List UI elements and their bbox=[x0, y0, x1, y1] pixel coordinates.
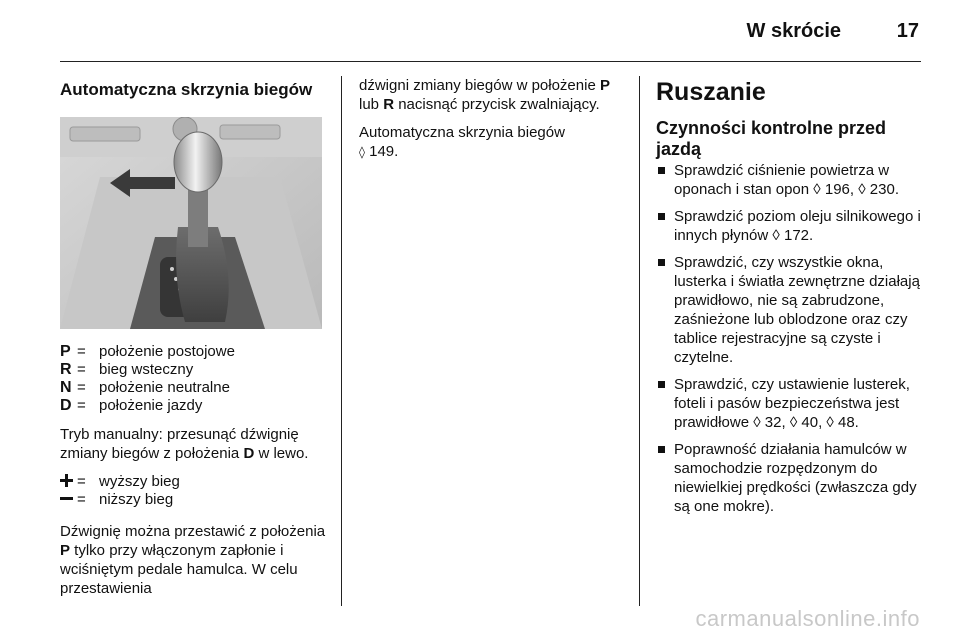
minus-icon bbox=[60, 490, 77, 508]
left-column bbox=[60, 76, 330, 598]
column-divider bbox=[341, 76, 342, 606]
reference-page: 149. bbox=[369, 143, 399, 160]
equals-sign: = bbox=[77, 472, 86, 490]
section-title: Automatyczna skrzynia biegów bbox=[60, 80, 313, 99]
text-span: nacisnąć przycisk zwalniający. bbox=[394, 96, 600, 113]
text-span: Tryb manualny: przesunąć dźwignię zmiany biegów z położenia bbox=[60, 426, 299, 462]
equals-sign: = bbox=[77, 343, 86, 360]
page-header bbox=[60, 0, 921, 62]
shift-instruction-text bbox=[60, 522, 330, 598]
reference-label: Automatyczna skrzynia biegów bbox=[359, 124, 565, 141]
watermark: carmanualsonline.info bbox=[695, 606, 920, 631]
equals-sign: = bbox=[77, 361, 86, 378]
item-text: Sprawdzić ciśnienie powietrza w oponach i stan opon bbox=[674, 162, 890, 198]
text-span: lub bbox=[359, 96, 384, 113]
symbol-desc: niższy bieg bbox=[99, 490, 174, 508]
text-span: Dźwignię można przestawić z położenia bbox=[60, 523, 326, 540]
continued-text bbox=[359, 76, 629, 114]
position-key: R bbox=[60, 361, 72, 378]
bullet-icon bbox=[658, 259, 665, 266]
bold-r: R bbox=[383, 96, 395, 113]
section-heading: Ruszanie bbox=[656, 78, 766, 106]
item-refs[interactable]: ◊ 32, ◊ 40, ◊ 48. bbox=[753, 414, 859, 431]
manual-symbols-list bbox=[60, 472, 330, 508]
cross-reference[interactable] bbox=[359, 123, 629, 162]
right-column bbox=[656, 76, 926, 516]
item-refs[interactable]: ◊ 196, ◊ 230. bbox=[813, 181, 899, 198]
subsection-heading: Czynności kontrolne przed jazdą bbox=[656, 118, 887, 159]
list-item bbox=[656, 440, 926, 516]
gear-lever-photo bbox=[60, 117, 322, 329]
plus-icon bbox=[60, 472, 77, 490]
bold-p: P bbox=[599, 77, 610, 94]
item-text: Sprawdzić, czy wszystkie okna, lusterka i światła zewnętrzne działają prawidłowo, nie są zabrudzone, zaśnieżone lub oblodzone oraz czy tablice rejestracyjne są czyste i czytelne. bbox=[674, 254, 920, 366]
middle-column bbox=[359, 76, 629, 162]
equals-sign: = bbox=[77, 379, 86, 396]
reference-arrow-icon: ◊ bbox=[359, 145, 365, 159]
symbol-down-row bbox=[60, 490, 330, 508]
bullet-icon bbox=[658, 381, 665, 388]
list-item bbox=[656, 161, 926, 199]
equals-sign: = bbox=[77, 397, 86, 414]
position-n bbox=[60, 378, 330, 396]
column-divider bbox=[639, 76, 640, 606]
bullet-icon bbox=[658, 213, 665, 220]
position-desc: położenie neutralne bbox=[99, 379, 230, 396]
list-item bbox=[656, 207, 926, 245]
item-text: Sprawdzić, czy ustawienie lusterek, foteli i pasów bezpieczeństwa jest prawidłowe bbox=[674, 376, 910, 431]
position-p bbox=[60, 342, 330, 360]
item-text: Poprawność działania hamulców w samochodzie rozpędzonym do niewielkiej prędkości (zwłaszcza gdy są one mokre). bbox=[674, 441, 917, 515]
position-desc: położenie postojowe bbox=[99, 343, 235, 360]
position-d bbox=[60, 396, 330, 414]
bullet-icon bbox=[658, 446, 665, 453]
position-key: P bbox=[60, 343, 71, 360]
list-item bbox=[656, 375, 926, 432]
gear-positions-list bbox=[60, 342, 330, 414]
checklist bbox=[656, 161, 926, 516]
equals-sign: = bbox=[77, 490, 86, 508]
text-span: tylko przy włączonym zapłonie i wciśniętym pedale hamulca. W celu przestawienia bbox=[60, 542, 298, 597]
position-desc: położenie jazdy bbox=[99, 397, 203, 414]
symbol-up-row bbox=[60, 472, 330, 490]
text-span: dźwigni zmiany biegów w położenie bbox=[359, 77, 600, 94]
bold-p: P bbox=[60, 542, 71, 559]
position-desc: bieg wsteczny bbox=[99, 361, 194, 378]
item-refs[interactable]: ◊ 172. bbox=[772, 227, 814, 244]
item-text: Sprawdzić poziom oleju silnikowego i innych płynów bbox=[674, 208, 921, 244]
bold-d: D bbox=[243, 445, 255, 462]
gear-lever-illustration bbox=[60, 117, 322, 329]
text-span: w lewo. bbox=[254, 445, 309, 462]
position-key: D bbox=[60, 397, 72, 414]
page-number: 17 bbox=[896, 20, 919, 42]
position-key: N bbox=[60, 379, 72, 396]
position-r bbox=[60, 360, 330, 378]
symbol-desc: wyższy bieg bbox=[99, 472, 180, 490]
manual-mode-text bbox=[60, 425, 330, 463]
list-item bbox=[656, 253, 926, 367]
header-title: W skrócie bbox=[746, 20, 841, 42]
bullet-icon bbox=[658, 167, 665, 174]
